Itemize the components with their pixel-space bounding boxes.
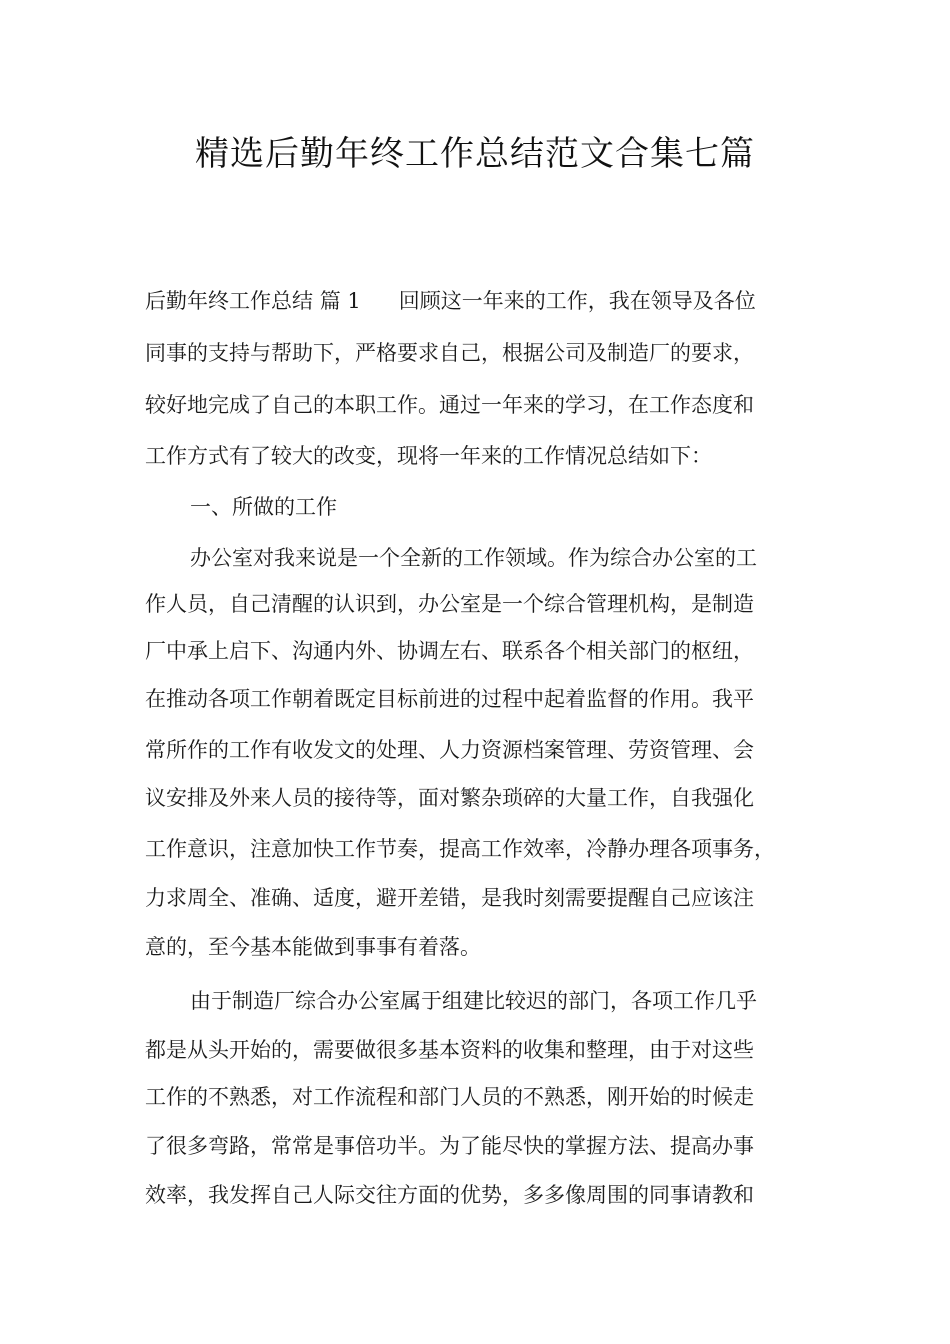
paragraph-line: 意的，至今基本能做到事事有着落。 — [145, 935, 481, 959]
intro-text: 回顾这一年来的工作，我在领导及各位 — [398, 289, 756, 313]
paragraph-line: 工作的不熟悉，对工作流程和部门人员的不熟悉，刚开始的时候走 — [145, 1085, 754, 1109]
paragraph-line: 较好地完成了自己的本职工作。通过一年来的学习，在工作态度和 — [145, 393, 754, 417]
paragraph-line: 办公室对我来说是一个全新的工作领域。作为综合办公室的工 — [190, 546, 757, 570]
paragraph-line: 作人员，自己清醒的认识到，办公室是一个综合管理机构，是制造 — [145, 592, 754, 616]
section-heading-label: 后勤年终工作总结 — [145, 289, 313, 313]
paragraph-line — [145, 286, 825, 316]
subsection-heading: 一、所做的工作 — [190, 495, 337, 519]
section-heading-number: 篇 1 — [319, 289, 361, 313]
paragraph-line: 都是从头开始的，需要做很多基本资料的收集和整理，由于对这些 — [145, 1038, 754, 1062]
paragraph-line: 由于制造厂综合办公室属于组建比较迟的部门，各项工作几乎 — [190, 989, 757, 1013]
paragraph-line: 常所作的工作有收发文的处理、人力资源档案管理、劳资管理、会 — [145, 738, 754, 762]
paragraph-line: 工作意识，注意加快工作节奏，提高工作效率，冷静办理各项事务， — [145, 837, 775, 861]
paragraph-line: 了很多弯路，常常是事倍功半。为了能尽快的掌握方法、提高办事 — [145, 1134, 754, 1158]
paragraph-line: 效率，我发挥自己人际交往方面的优势，多多像周围的同事请教和 — [145, 1183, 754, 1207]
paragraph-line: 议安排及外来人员的接待等，面对繁杂琐碎的大量工作，自我强化 — [145, 786, 754, 810]
paragraph-line: 力求周全、准确、适度，避开差错，是我时刻需要提醒自己应该注 — [145, 886, 754, 910]
paragraph-line: 在推动各项工作朝着既定目标前进的过程中起着监督的作用。我平 — [145, 687, 754, 711]
paragraph-line: 工作方式有了较大的改变，现将一年来的工作情况总结如下： — [145, 444, 712, 468]
paragraph-line: 同事的支持与帮助下，严格要求自己，根据公司及制造厂的要求， — [145, 341, 754, 365]
document-title: 精选后勤年终工作总结范文合集七篇 — [195, 134, 755, 174]
paragraph-line: 厂中承上启下、沟通内外、协调左右、联系各个相关部门的枢纽， — [145, 639, 754, 663]
